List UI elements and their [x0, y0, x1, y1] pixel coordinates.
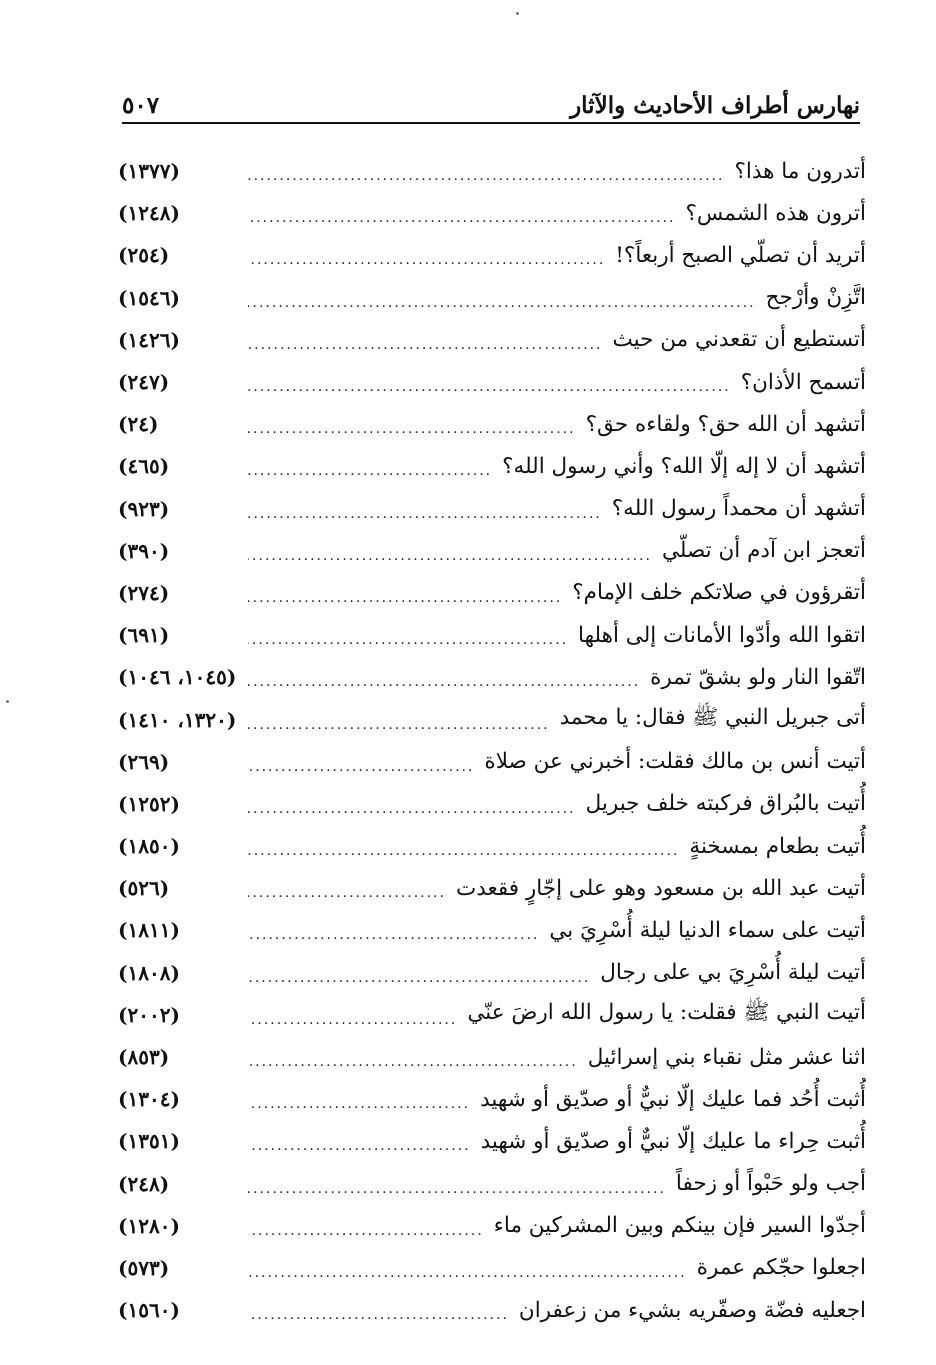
entry-reference: (٢٥٤) [118, 243, 170, 268]
entry-reference: (١٤٢٦) [118, 327, 180, 352]
dot-leader [248, 201, 675, 225]
entry-reference: (٤٦٥) [118, 454, 170, 479]
entry-text: أتقرؤون في صلاتكم خلف الإمام؟ [572, 580, 866, 606]
dot-leader [248, 876, 446, 900]
entry-text: اتقوا الله وأدّوا الأمانات إلى أهلها [578, 622, 866, 648]
entry-reference: (٩٢٣) [118, 496, 170, 521]
index-entry [118, 698, 866, 740]
entry-text: اتّقوا النار ولو بشقّ تمرة [650, 664, 866, 690]
entry-text: أُثبت حِراء ما عليك إلّا نبيٌّ أو صدّيق أو شهيد [480, 1128, 866, 1154]
dot-leader [248, 792, 576, 816]
dot-leader [248, 370, 731, 394]
entry-text: أتى جبريل النبي ﷺ فقال: يا محمد [559, 705, 866, 731]
entry-reference: (٥٧٣) [118, 1255, 170, 1280]
entry-text: أتريد أن تصلّي الصبح أربعاً؟! [615, 242, 866, 268]
index-entry [118, 1247, 866, 1289]
entry-reference: (١٥٦٠) [118, 1298, 180, 1323]
entry-reference: (١٨٠٨) [118, 960, 180, 985]
dot-leader [248, 665, 640, 689]
entry-reference: (١٣٧٧) [118, 159, 180, 184]
index-entry [118, 234, 866, 276]
entry-reference: (١٢٨٠) [118, 1213, 180, 1238]
running-header [122, 88, 860, 124]
entry-text: اجعليه فضّة وصفّريه بشيء من زعفران [518, 1297, 866, 1323]
header-rule [122, 122, 860, 124]
entry-reference: (٥٢٦) [118, 876, 170, 901]
dot-leader [248, 454, 492, 478]
page-number: ٥٠٧ [122, 92, 160, 119]
dot-leader [248, 581, 562, 605]
dot-leader [248, 497, 602, 521]
hadith-index-list [118, 150, 866, 1331]
index-entry [118, 192, 866, 234]
index-entry [118, 909, 866, 951]
dot-leader [248, 623, 568, 647]
entry-text: أُثبت أُحُد فما عليك إلّا نبيٌّ أو صدّيق أو شهيد [480, 1086, 866, 1112]
entry-text: أتيت أنس بن مالك فقلت: أخبرني عن صلاة [484, 749, 866, 775]
entry-reference: (٨٥٣) [118, 1045, 170, 1070]
entry-reference: (٣٩٠) [118, 538, 170, 563]
dot-leader [248, 750, 474, 774]
dot-leader [248, 708, 550, 732]
index-entry [118, 1120, 866, 1162]
entry-reference: (١٣٠٤) [118, 1087, 180, 1112]
dot-leader [248, 1298, 509, 1322]
entry-text: أتيت النبي ﷺ فقلت: يا رسول الله ارضَ عنّي [467, 1000, 866, 1026]
index-entry [118, 656, 866, 698]
entry-reference: (١٢٤٨) [118, 201, 180, 226]
dot-leader [248, 243, 605, 267]
entry-text: أتعجز ابن آدم أن تصلّي [661, 538, 866, 564]
entry-reference: (١٣٥١) [118, 1129, 180, 1154]
entry-text: أُتيت بطعام بمسخنةٍ [689, 833, 866, 859]
index-entry [118, 488, 866, 530]
scan-speck [516, 12, 519, 15]
entry-text: اجعلوا حجّكم عمرة [696, 1255, 866, 1281]
entry-reference: (١٨١١) [118, 918, 180, 943]
index-entry [118, 150, 866, 192]
entry-text: أتستطيع أن تقعدني من حيث [612, 327, 866, 353]
running-title: نهارس أطراف الأحاديث والآثار [570, 92, 860, 119]
entry-reference: (٢٧٤) [118, 580, 170, 605]
entry-reference: (٦٩١) [118, 623, 170, 648]
entry-reference: (٢٤٨) [118, 1171, 170, 1196]
entry-text: أتشهد أن الله حق؟ ولقاءه حق؟ [585, 411, 866, 437]
index-entry [118, 1289, 866, 1331]
dot-leader [248, 961, 590, 985]
entry-text: أتشهد أن لا إله إلّا الله؟ وأني رسول الله؟ [502, 453, 866, 479]
dot-leader [248, 539, 652, 563]
index-entry [118, 1163, 866, 1205]
index-entry [118, 741, 866, 783]
entry-text: أتسمح الأذان؟ [740, 369, 866, 395]
index-entry [118, 1205, 866, 1247]
entry-reference: (١٢٥٢) [118, 791, 180, 816]
entry-reference: (٢٠٠٢) [118, 1002, 180, 1027]
scan-speck [6, 700, 9, 703]
index-entry [118, 572, 866, 614]
entry-reference: (١٨٥٠) [118, 834, 180, 859]
entry-text: أُتيت بالبُراق فركبته خلف جبريل [585, 791, 866, 817]
dot-leader [248, 834, 679, 858]
entry-reference: (٢٦٩) [118, 749, 170, 774]
index-entry [118, 403, 866, 445]
entry-text: أترون هذه الشمس؟ [685, 200, 866, 226]
dot-leader [248, 1003, 457, 1027]
dot-leader [248, 1087, 470, 1111]
index-entry [118, 994, 866, 1036]
index-entry [118, 867, 866, 909]
entry-text: أتدرون ما هذا؟ [734, 158, 866, 184]
entry-text: اتَّزِنْ وأرْجح [765, 285, 866, 311]
dot-leader [248, 1172, 666, 1196]
index-entry [118, 952, 866, 994]
dot-leader [248, 1045, 578, 1069]
entry-reference: (٢٤) [118, 412, 159, 437]
index-entry [118, 1036, 866, 1078]
dot-leader [248, 328, 603, 352]
dot-leader [248, 159, 724, 183]
entry-text: أجب ولو حَبْواً أو زحفاً [675, 1171, 866, 1197]
dot-leader [248, 412, 576, 436]
index-entry [118, 445, 866, 487]
dot-leader [248, 1256, 687, 1280]
entry-reference: (٢٤٧) [118, 370, 170, 395]
dot-leader [248, 1129, 471, 1153]
index-entry [118, 530, 866, 572]
dot-leader [248, 286, 756, 310]
dot-leader [248, 918, 539, 942]
index-entry [118, 783, 866, 825]
index-entry [118, 1078, 866, 1120]
entry-text: أتيت على سماء الدنيا ليلة أُسْرِيَ بي [549, 917, 866, 943]
entry-reference: (١٥٤٦) [118, 285, 180, 310]
index-entry [118, 319, 866, 361]
entry-reference: (١٣٢٠، ١٤١٠) [118, 707, 237, 732]
entry-text: أتيت عبد الله بن مسعود وهو على إجّارٍ فقعدت [455, 875, 866, 901]
index-entry [118, 614, 866, 656]
entry-text: أجدّوا السير فإن بينكم وبين المشركين ماء [493, 1213, 866, 1239]
entry-reference: (١٠٤٥، ١٠٤٦) [118, 665, 237, 690]
index-entry [118, 277, 866, 319]
dot-leader [248, 1214, 484, 1238]
entry-text: اثنا عشر مثل نقباء بني إسرائيل [587, 1044, 866, 1070]
index-entry [118, 825, 866, 867]
entry-text: أتيت ليلة أُسْرِيَ بي على رجال [600, 960, 866, 986]
entry-text: أتشهد أن محمداً رسول الله؟ [611, 496, 866, 522]
index-entry [118, 361, 866, 403]
